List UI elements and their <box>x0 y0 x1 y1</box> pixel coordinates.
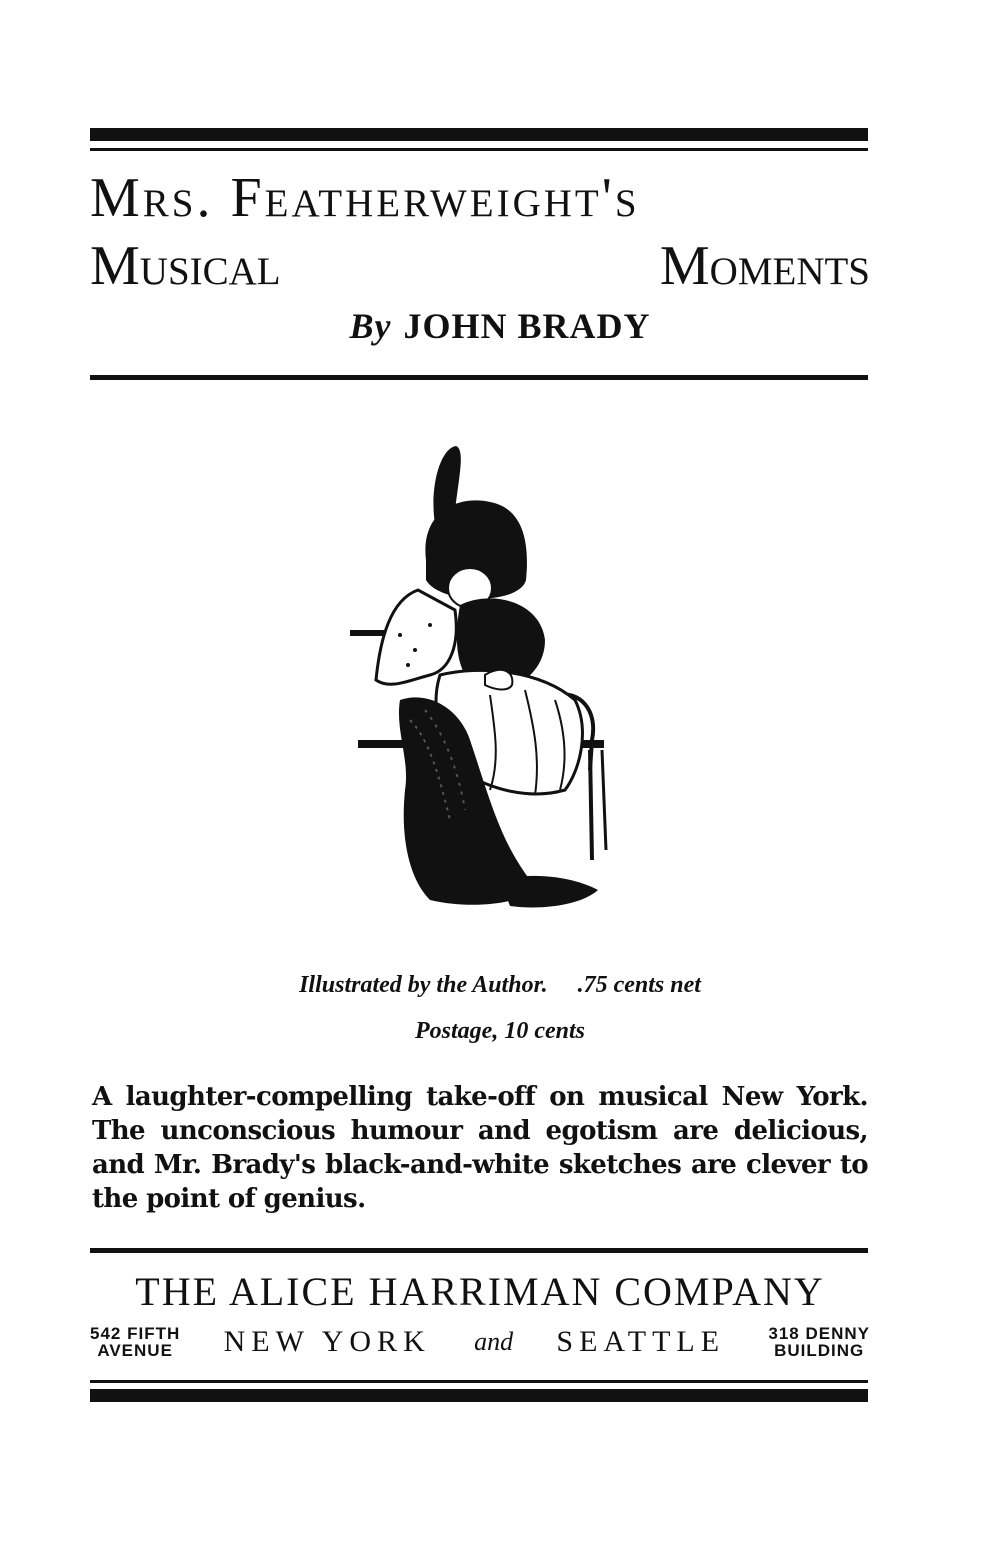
book-title-word-musical: Musical <box>90 235 281 297</box>
publisher-address-line <box>90 1325 870 1359</box>
book-title-word-moments: Moments <box>659 235 870 297</box>
title-divider-rule <box>90 375 868 380</box>
seattle-address-line-1: 318 DENNY <box>768 1324 870 1343</box>
book-description: A laughter-compelling take-off on musical New York. The unconscious humour and egotism are delicious, and Mr. Brady's black-and-white sketches are clever to the point of genius. <box>92 1082 868 1214</box>
illustrated-by-author-text: Illustrated by the Author. <box>299 972 548 998</box>
byline <box>0 305 1000 347</box>
postage-line: Postage, 10 cents <box>415 1018 585 1044</box>
seattle-address-line-2: BUILDING <box>774 1341 865 1360</box>
publisher-top-rule <box>90 1248 868 1253</box>
bottom-rule-thick <box>90 1389 868 1402</box>
author-name: JOHN BRADY <box>403 306 651 346</box>
new-york-address-line-2: AVENUE <box>97 1341 173 1360</box>
byline-prefix: By <box>349 306 392 346</box>
city-new-york: NEW YORK <box>223 1325 431 1358</box>
illustration-price-line <box>0 972 1000 999</box>
bottom-rule-thin <box>90 1380 868 1383</box>
seated-woman-figure-icon <box>340 440 620 910</box>
publisher-name: THE ALICE HARRIMAN COMPANY <box>135 1269 825 1314</box>
price-text: .75 cents net <box>577 972 701 998</box>
city-seattle: SEATTLE <box>556 1325 726 1358</box>
new-york-address <box>90 1325 180 1359</box>
book-title-line-2 <box>90 236 870 296</box>
top-rule-thin <box>90 148 868 151</box>
seattle-address <box>768 1325 870 1359</box>
city-conjunction: and <box>474 1327 514 1356</box>
top-rule-thick <box>90 128 868 141</box>
book-title-line-1: Mrs. Featherweight's <box>90 167 640 229</box>
new-york-address-line-1: 542 FIFTH <box>90 1324 181 1343</box>
